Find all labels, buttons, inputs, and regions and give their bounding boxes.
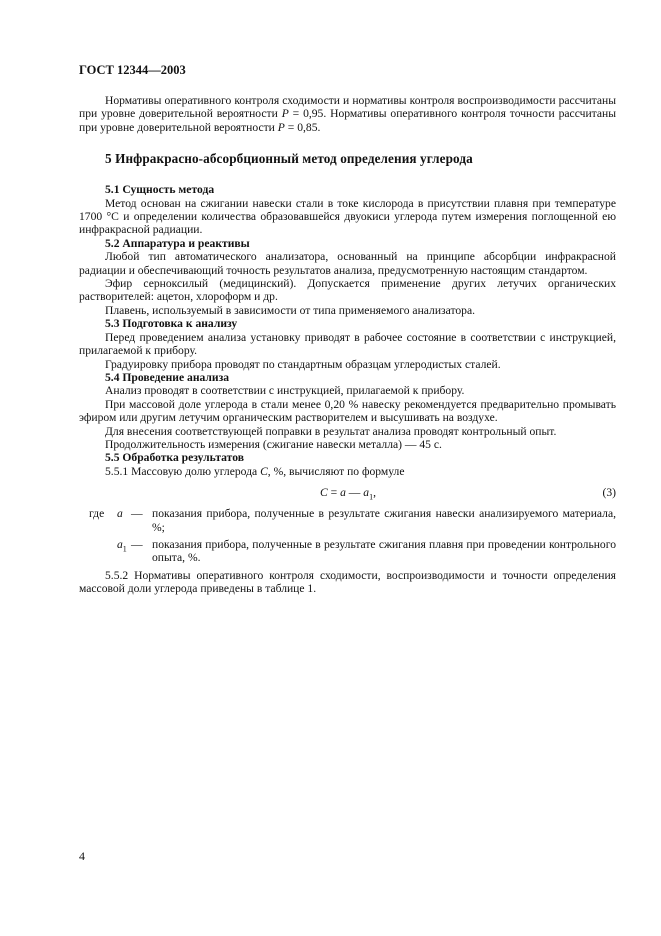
- intro-var-p1: P: [281, 107, 289, 121]
- section-5-5-2-text: 5.5.2 Нормативы оперативного контроля сходимости, воспроизводимости и точности определения массовой доли углерода приведены в таблице 1.: [79, 568, 616, 596]
- formula-expression: [320, 486, 376, 501]
- page-number: 4: [79, 849, 85, 863]
- section-5-3-p1: Перед проведением анализа установку приводят в рабочее состояние в соответствии с инструкцией, прилагаемой к прибору.: [79, 330, 616, 358]
- section-5-5-1-text: [79, 465, 616, 478]
- legend-text-a: показания прибора, полученные в результате сжигания навески анализируемого материала, %;: [152, 507, 616, 534]
- intro-text-1: Нормативы оперативного контроля сходимости и нормативы контроля воспроизводимости рассчитаны при уровне доверительной вероятности: [79, 94, 616, 121]
- legend-var-a1: [117, 538, 127, 556]
- section-5-4-title: 5.4 Проведение анализа: [105, 370, 230, 384]
- section-5-2-p3: Плавень, используемый в зависимости от типа применяемого анализатора.: [105, 303, 475, 317]
- legend-lead: где: [89, 507, 105, 521]
- formula-lhs: С: [320, 486, 328, 500]
- intro-paragraph: [79, 94, 616, 134]
- formula-legend: [79, 507, 616, 565]
- section-5-4-p2: При массовой доле углерода в стали менее 0,20 % навеску рекомендуется предварительно промывать эфиром или другим летучим органическим растворителем и высушивать на воздухе.: [79, 397, 616, 425]
- section-5-5-title: 5.5 Обработка результатов: [105, 451, 244, 465]
- section-5-title: 5 Инфракрасно-абсорбционный метод определения углерода: [105, 151, 473, 167]
- section-5-4-p4: Продолжительность измерения (сжигание навески металла) — 45 с.: [105, 437, 442, 451]
- intro-text-2: = 0,95. Нормативы оперативного контроля точности рассчитаны при уровне доверительной вероятности: [79, 107, 616, 134]
- s551-text-1: 5.5.1 Массовую долю углерода: [105, 464, 261, 478]
- section-5-3-p2: Градуировку прибора проводят по стандартным образцам углеродистых сталей.: [105, 357, 501, 371]
- legend-row-a1: [79, 538, 616, 565]
- formula-eq: =: [327, 486, 341, 500]
- legend-text-a1: показания прибора, полученные в результате сжигания плавня при проведении контрольного опыта, %.: [152, 537, 616, 565]
- formula-a1: а: [363, 486, 370, 500]
- legend-row-a: [79, 507, 616, 534]
- legend-var-a1-sub: 1: [122, 544, 127, 554]
- section-5-1-title: 5.1 Сущность метода: [105, 183, 215, 197]
- intro-text-3: = 0,85.: [284, 120, 321, 134]
- s551-text-2: , %, вычисляют по формуле: [267, 464, 405, 478]
- section-5-1-text: Метод основан на сжигании навески стали в токе кислорода в присутствии плавня при температуре 1700 °С и определении количества образовавшейся двуокиси углерода путем измерения поглощенной ею инфракрасной радиации.: [79, 196, 616, 237]
- legend-var-a: а: [117, 507, 123, 521]
- formula-a: а: [340, 486, 346, 500]
- section-5-2-title: 5.2 Аппаратура и реактивы: [105, 236, 250, 250]
- section-5-4-p3: Для внесения соответствующей поправки в результат анализа проводят контрольный опыт.: [105, 424, 557, 438]
- s551-var-c: С: [260, 464, 268, 478]
- formula-end: ,: [373, 486, 376, 500]
- legend-dash-a: —: [131, 507, 143, 521]
- formula-a1-sub: 1: [369, 492, 374, 502]
- page-header: ГОСТ 12344—2003: [79, 63, 186, 77]
- formula-minus: —: [345, 486, 364, 500]
- section-5-2-p2: Эфир серноксилый (медицинский). Допускается применение других летучих органических растворителей: ацетон, хлороформ и др.: [79, 277, 616, 304]
- page-content: [79, 94, 616, 596]
- formula-3: [79, 478, 616, 504]
- formula-number: (3): [602, 486, 616, 500]
- section-5-2-p1: Любой тип автоматического анализатора, основанный на принципе абсорбции инфракрасной радиации и обеспечивающий точность результатов анализа, предусмотренную настоящим стандартом.: [79, 250, 616, 277]
- section-5-3-title: 5.3 Подготовка к анализу: [105, 317, 238, 331]
- section-5-4-p1: Анализ проводят в соответствии с инструкцией, прилагаемой к прибору.: [105, 384, 465, 398]
- intro-var-p2: P: [277, 120, 285, 134]
- legend-var-a1-letter: а: [117, 537, 123, 551]
- legend-dash-a1: —: [131, 537, 143, 551]
